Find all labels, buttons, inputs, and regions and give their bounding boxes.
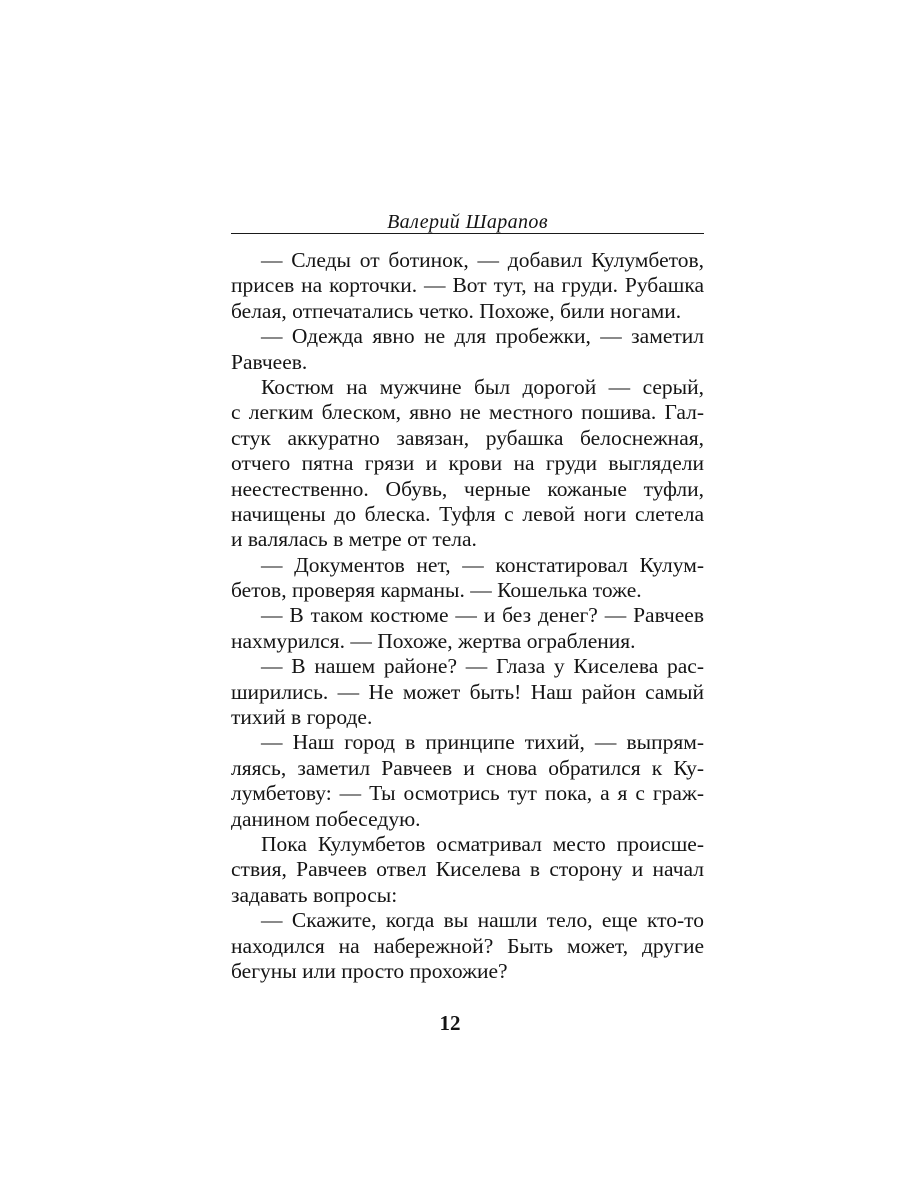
text-line: отчего пятна грязи и крови на груди выглядели (231, 451, 704, 476)
text-line: лумбетову: — Ты осмотрись тут пока, а я с граж- (231, 781, 704, 806)
text-line: белая, отпечатались четко. Похоже, били ногами. (231, 298, 682, 323)
text-line: — Следы от ботинок, — добавил Кулумбетов, (261, 248, 704, 272)
page-number: 12 (439, 1011, 461, 1035)
text-line: ширились. — Не может быть! Наш район самый (231, 679, 704, 704)
text-line: — Наш город в принципе тихий, — выпрям- (261, 730, 704, 755)
text-line: данином побеседую. (231, 806, 421, 831)
text-line: Костюм на мужчине был дорогой — серый, (261, 374, 704, 399)
page-body (231, 196, 704, 984)
text-line: стук аккуратно завязан, рубашка белоснежная, (231, 425, 704, 450)
text-line: неестественно. Обувь, черные кожаные туфли, (231, 476, 704, 501)
text-line: тихий в городе. (231, 705, 373, 730)
text-line: находился на набережной? Быть может, другие (231, 933, 704, 958)
text-line: нахмурился. — Похоже, жертва ограбления. (231, 628, 636, 653)
text-line: — Скажите, когда вы нашли тело, еще кто-то (261, 908, 704, 933)
text-line: ствия, Равчеев отвел Киселева в сторону и начал (231, 857, 704, 882)
text-line: задавать вопросы: (231, 882, 398, 907)
text-line: и валялась в метре от тела. (231, 527, 477, 552)
text-line: — Одежда явно не для пробежки, — заметил (261, 324, 704, 349)
text-line: Пока Кулумбетов осматривал место происше- (261, 831, 704, 856)
text-line: бегуны или просто прохожие? (231, 958, 508, 983)
text-line: — В нашем районе? — Глаза у Киселева рас- (261, 654, 704, 679)
text-line: с легким блеском, явно не местного пошива. Гал- (231, 400, 704, 425)
body-text (231, 248, 704, 984)
text-line: Равчеев. (231, 349, 308, 374)
text-line: присев на корточки. — Вот тут, на груди. Рубашка (231, 273, 704, 298)
text-line: ляясь, заметил Равчеев и снова обратился к Ку- (231, 755, 704, 780)
text-line: начищены до блеска. Туфля с левой ноги слетела (231, 501, 704, 526)
text-line: — Документов нет, — констатировал Кулум- (261, 552, 704, 577)
text-line: — В таком костюме — и без денег? — Равчеев (261, 603, 704, 628)
text-line: бетов, проверяя карманы. — Кошелька тоже. (231, 578, 642, 603)
running-head: Валерий Шарапов (387, 211, 548, 233)
